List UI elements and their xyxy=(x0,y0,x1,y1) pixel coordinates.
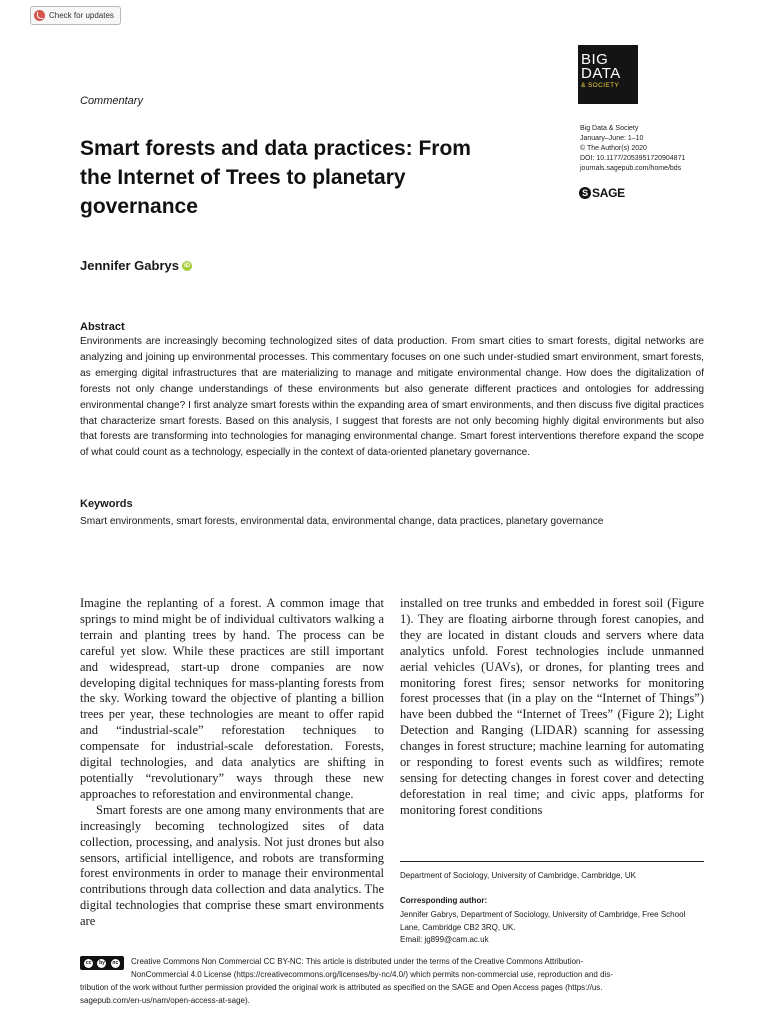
license-text-line: Creative Commons Non Commercial CC BY-NC: This article is distributed under the terms of the Creative Commons Attribution- xyxy=(131,957,584,966)
corresponding-author-address: Jennifer Gabrys, Department of Sociology, University of Cambridge, Free School Lane, Cambridge CB2 3RQ, UK. xyxy=(400,910,686,932)
update-icon xyxy=(34,10,45,21)
logo-line-society: & SOCIETY xyxy=(581,82,620,89)
cc-by-icon: by xyxy=(99,959,105,966)
keywords-heading: Keywords xyxy=(80,498,133,510)
license-text-line[interactable]: tribution of the work without further permission provided the original work is attributed as specified on the SAGE and Open Access pages (https://us. xyxy=(80,983,603,992)
orcid-icon[interactable]: iD xyxy=(184,262,190,269)
check-for-updates-label: Check for updates xyxy=(49,11,114,20)
keywords-text: Smart environments, smart forests, environmental data, environmental change, data practices, planetary governance xyxy=(80,516,604,527)
author-name: Jennifer Gabrys xyxy=(80,258,179,273)
sage-s-icon: S xyxy=(579,187,591,199)
body-column-right xyxy=(400,596,704,830)
journal-meta xyxy=(580,124,685,174)
publisher-logo xyxy=(579,186,625,200)
journal-url[interactable]: journals.sagepub.com/home/bds xyxy=(580,165,682,172)
body-column-left xyxy=(80,596,384,954)
article-title: Smart forests and data practices: From the Internet of Trees to planetary governance xyxy=(80,137,471,218)
cc-icon: cc xyxy=(85,959,92,966)
cc-nc-icon: nc xyxy=(112,959,119,966)
footnote-divider xyxy=(400,861,704,862)
body-paragraph: Imagine the replanting of a forest. A common image that springs to mind might be of individual cultivators walking a terrain and planting trees by hand. The process can be careful yet slow. While these practices are still important and widespread, start-up drone companies are now developing digital techniques for mass-planting forests from the sky. Working toward the objective of planting a billion trees per year, these technologies are meant to offer rapid and “industrial-scale” reforestation techniques to compensate for industrial-scale deforestation. Forests, digital technologies, and data analytics are shifting in potentially “revolutionary” ways through these new approaches to reforestation and environmental change. xyxy=(80,596,384,801)
author-line xyxy=(80,258,192,273)
license-text-line[interactable]: NonCommercial 4.0 License (https://creativecommons.org/licenses/by-nc/4.0/) which permits non-commercial use, reproduction and dis- xyxy=(131,970,613,979)
check-for-updates-button[interactable] xyxy=(30,6,121,25)
abstract-heading: Abstract xyxy=(80,321,125,333)
license-text-line[interactable]: sagepub.com/en-us/nam/open-access-at-sage). xyxy=(80,996,250,1005)
journal-copyright: © The Author(s) 2020 xyxy=(580,145,647,152)
section-label: Commentary xyxy=(80,95,143,107)
journal-name: Big Data & Society xyxy=(580,125,639,132)
corresponding-author-heading: Corresponding author: xyxy=(400,896,488,905)
body-paragraph: Smart forests are one among many environments that are increasingly becoming technologized sites of data collection, processing, and analysis. Not just drones but also sensors, artificial intelligence, and robots are transforming forest environments in order to manage their environmental contributions through data collection and data analytics. The digital technologies that comprise these smart environments are xyxy=(80,802,384,929)
journal-doi[interactable]: DOI: 10.1177/2053951720904871 xyxy=(580,155,686,162)
abstract-text: Environments are increasingly becoming technologized sites of data production. From smart cities to smart forests, digital networks are analyzing and joining up environmental processes. This commentary focuses on one such under-studied smart environment, smart forests, as emerging digital infrastructures that are materializing to manage and mitigate environmental change. How does the digitalization of forests not only change understandings of these environments but also generate different practices and ontologies for addressing environmental change? I first analyze smart forests within the expanding area of smart environments, and then discuss five digital practices that characterize smart forests. Based on this analysis, I suggest that forests are not only becoming highly digital environments but also that forests are transforming into technologies for managing environmental change. Smart forest interventions therefore expand the scope of what could count as a technology, especially in the context of data-oriented planetary governance. xyxy=(80,336,704,459)
publisher-name: SAGE xyxy=(592,186,625,200)
corresponding-author-details xyxy=(400,909,706,947)
journal-logo xyxy=(578,45,638,104)
corresponding-author-email[interactable]: Email: jg899@cam.ac.uk xyxy=(400,935,489,944)
body-paragraph: installed on tree trunks and embedded in forest soil (Figure 1). They are floating airborne through forest canopies, and they are located in distant clouds and servers where data analytics unfold. Forest technologies include unmanned aerial vehicles (UAVs), or drones, for planting trees and monitoring forest fires; sensor networks for monitoring forest processes that (in a play on the “Internet of Things”) have been dubbed the “Internet of Trees” (Figure 2); Light Detection and Ranging (LIDAR) scanning for assessing changes in forest structure; machine learning for automating or responding to forest events such as wildfires; remote sensing for detecting changes in forest cover and detecting deforestation in real time; and civic apps, platforms for monitoring forest conditions xyxy=(400,596,704,817)
journal-issue: January–June: 1–10 xyxy=(580,135,644,142)
logo-line-big: BIG xyxy=(581,51,609,68)
cc-license-badge[interactable] xyxy=(80,956,124,970)
logo-line-data: DATA xyxy=(581,65,621,82)
author-affiliation: Department of Sociology, University of Cambridge, Cambridge, UK xyxy=(400,871,636,880)
